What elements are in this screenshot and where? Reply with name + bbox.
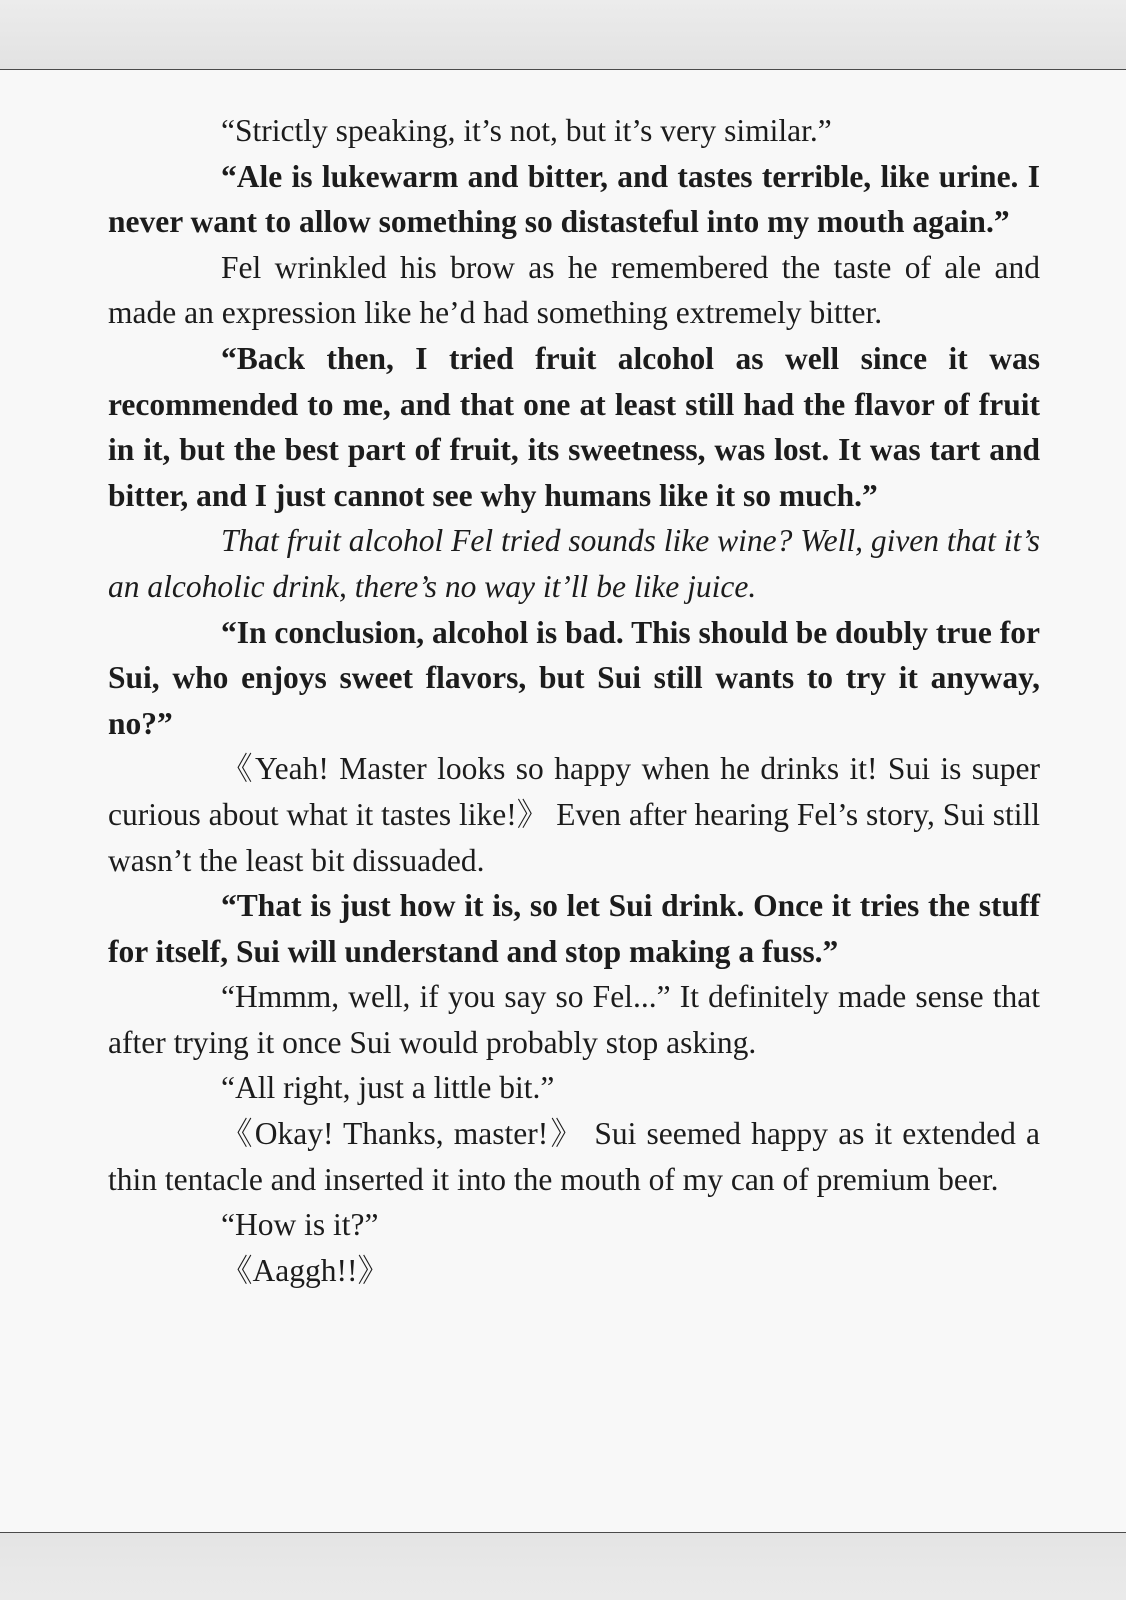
paragraph-dialogue-fel: “In conclusion, alcohol is bad. This should be doubly true for Sui, who enjoys sweet flavors, but Sui still wants to try it anyway, no?”	[108, 614, 1040, 741]
paragraph: “All right, just a little bit.”	[221, 1070, 555, 1106]
paragraph: “How is it?”	[221, 1207, 379, 1243]
bottom-margin-band	[0, 1533, 1126, 1600]
paragraph: 《Yeah! Master looks so happy when he drinks it! Sui is super curious about what it tastes like!》 Even after hearing Fel’s story, Sui still wasn’t the least bit dissuaded.	[108, 751, 1040, 878]
paragraph: “Strictly speaking, it’s not, but it’s very similar.”	[221, 113, 832, 148]
paragraph-dialogue-fel: “That is just how it is, so let Sui drink. Once it tries the stuff for itself, Sui will understand and stop making a fuss.”	[108, 888, 1040, 969]
paragraph-dialogue-fel: “Back then, I tried fruit alcohol as well since it was recommended to me, and that one at least still had the flavor of fruit in it, but the best part of fruit, its sweetness, was lost. It was tart and bitter, and I just cannot see why humans like it so much.”	[108, 340, 1040, 513]
paragraph-inner-thought: That fruit alcohol Fel tried sounds like wine? Well, given that it’s an alcoholic drink, there’s no way it’ll be like juice.	[108, 523, 1040, 604]
top-margin-band	[0, 0, 1126, 69]
paragraph: Fel wrinkled his brow as he remembered the taste of ale and made an expression like he’d had something extremely bitter.	[108, 249, 1040, 331]
paragraph: 《Aaggh!!》	[221, 1252, 389, 1288]
paragraph-dialogue-fel: “Ale is lukewarm and bitter, and tastes terrible, like urine. I never want to allow something so distasteful into my mouth again.”	[108, 158, 1040, 240]
page-text	[108, 108, 1040, 1293]
paragraph: 《Okay! Thanks, master!》 Sui seemed happy as it extended a thin tentacle and inserted it into the mouth of my can of premium beer.	[108, 1116, 1040, 1197]
paragraph: “Hmmm, well, if you say so Fel...” It definitely made sense that after trying it once Sui would probably stop asking.	[108, 979, 1040, 1060]
book-page	[0, 69, 1126, 1533]
